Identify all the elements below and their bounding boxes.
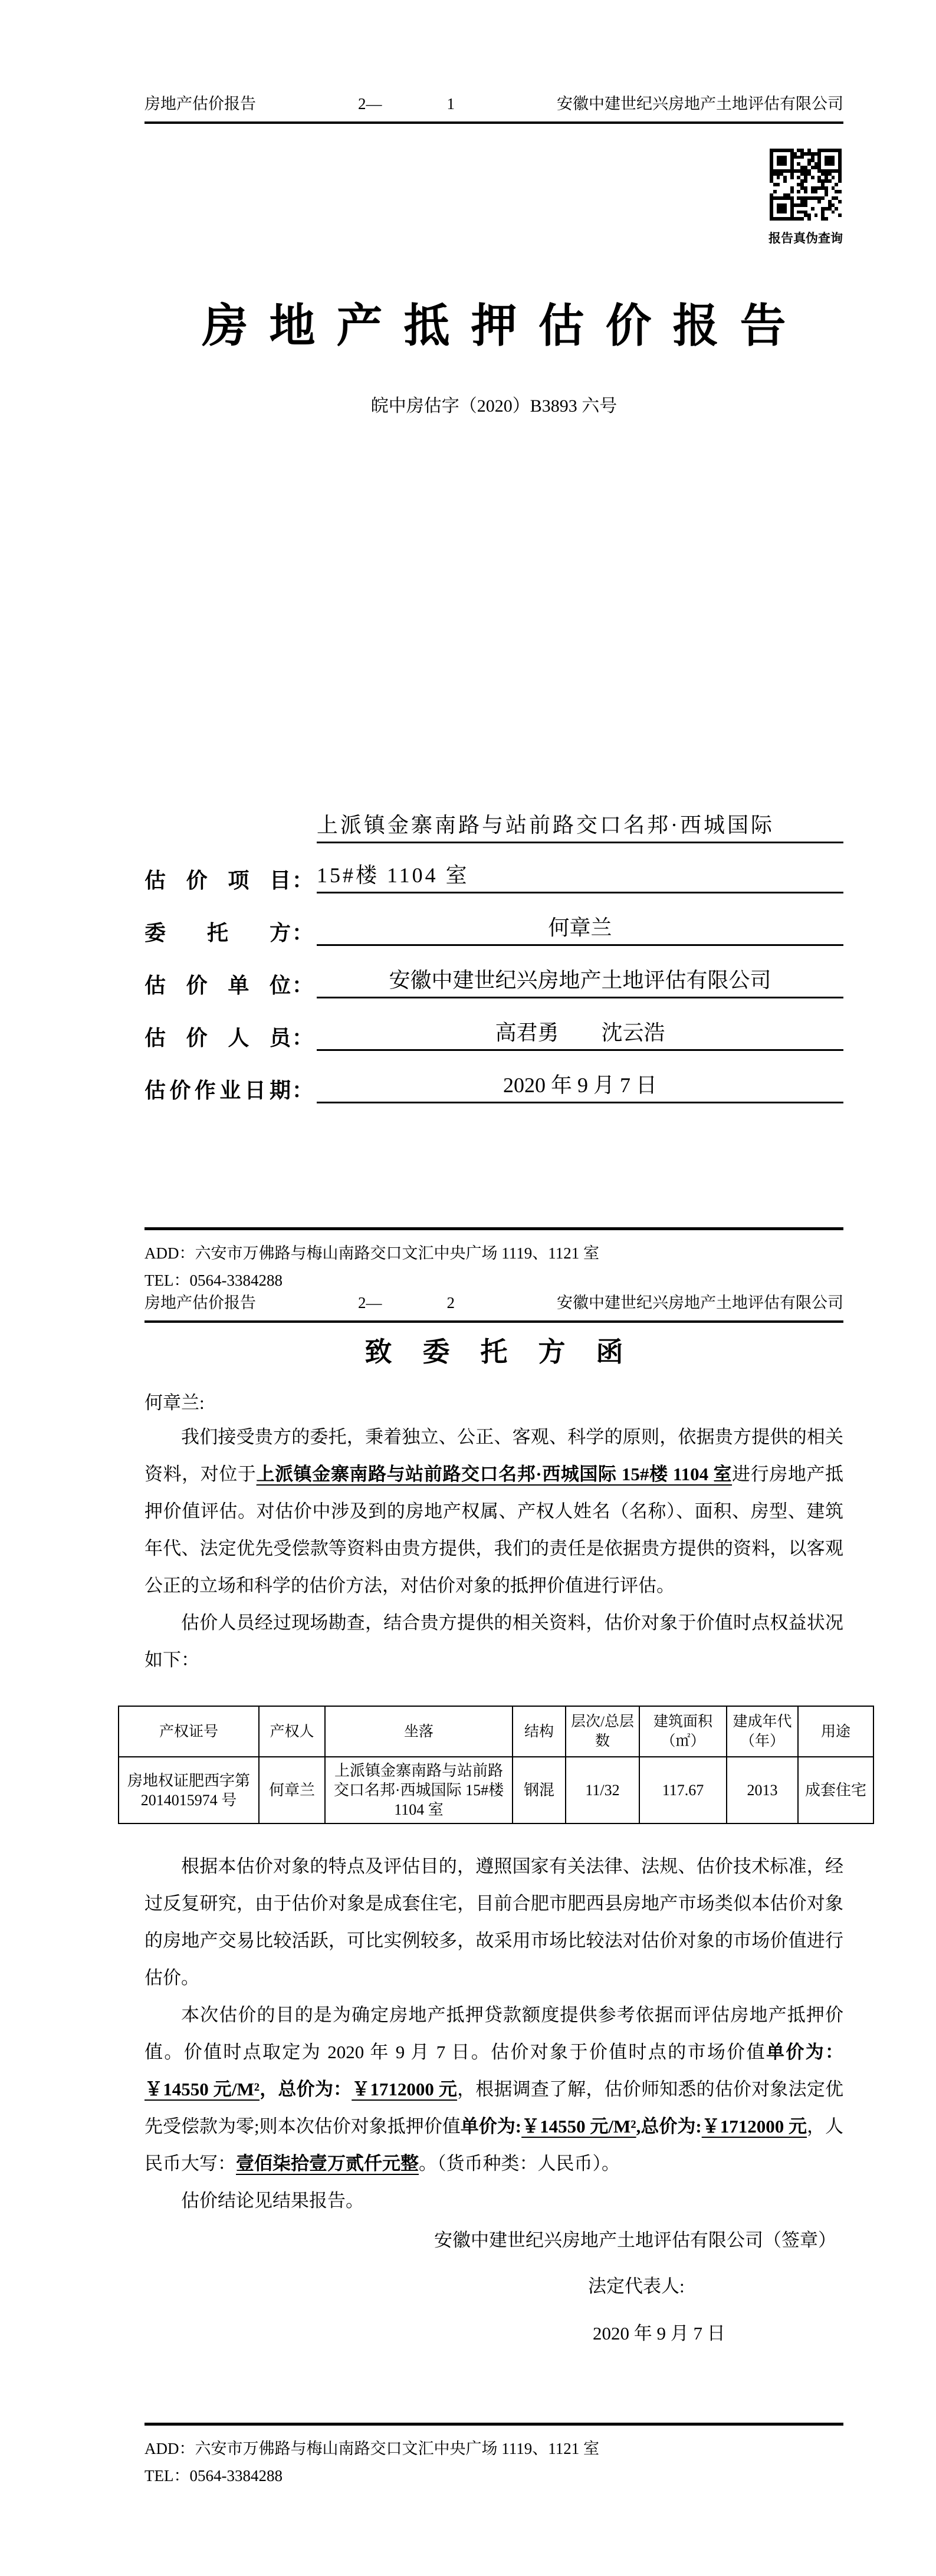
letter-salutation: 何章兰: (144, 1392, 205, 1413)
field-client-value: 何章兰 (317, 915, 843, 946)
property-table (118, 1706, 874, 1824)
property-table-header-cell: 产权证号 (119, 1706, 259, 1757)
property-table-cell: 钢混 (513, 1757, 566, 1823)
report-doc-number: 皖中房估字（2020）B3893 六号 (370, 396, 618, 416)
text-segment: 单价为： (766, 2042, 844, 2062)
property-table-cell: 何章兰 (259, 1757, 325, 1823)
text-segment: 我们接受贵方的委托，秉着独立、公正、客观、科学的原则，依据贵方提供的相关资料，对位于 (144, 1427, 843, 1484)
signature-date: 2020 年 9 月 7 日 (593, 2323, 725, 2344)
page2-letter (127, 1292, 866, 2347)
header-doc-type: 房地产估价报告 (144, 95, 256, 113)
property-table-header-cell: 结构 (513, 1706, 566, 1757)
letter-paragraph-4 (144, 1996, 843, 2182)
footer-tel: TEL：0564-3384288 (144, 2467, 283, 2485)
letter-paragraph-1 (144, 1418, 843, 1604)
field-agency-label: 估价单位 (144, 974, 291, 997)
text-segment: 估价结论见结果报告。 (181, 2190, 364, 2211)
field-project-value (317, 812, 843, 893)
page1-cover (144, 93, 843, 1103)
letter-paragraph-2 (144, 1604, 843, 1678)
field-colon: ： (292, 869, 314, 892)
property-table-header-cell: 坐落 (325, 1706, 513, 1757)
field-client-label: 委托方 (144, 921, 291, 945)
field-agency-value: 安徽中建世纪兴房地产土地评估有限公司 (317, 967, 843, 998)
field-project-value-line1: 上派镇金寨南路与站前路交口名邦·西城国际 (317, 812, 843, 843)
report-title: 房地产抵押估价报告 (202, 300, 807, 351)
property-table-header-cell: 层次/总层数 (566, 1706, 639, 1757)
property-table-data-row (119, 1757, 873, 1823)
field-date-value: 2020 年 9 月 7 日 (317, 1072, 843, 1103)
header-doc-type: 房地产估价报告 (144, 1294, 256, 1312)
letter-title: 致委托方函 (364, 1337, 654, 1367)
header-page-indicator (256, 1292, 557, 1313)
property-table-cell: 上派镇金寨南路与站前路交口名邦·西城国际 15#楼 1104 室 (325, 1757, 513, 1823)
property-table-cell: 11/32 (566, 1757, 639, 1823)
property-table-header-cell: 建成年代（年） (727, 1706, 798, 1757)
footer-address: ADD：六安市万佛路与梅山南路交口文汇中央广场 1119、1121 室 (144, 2440, 599, 2457)
field-appraisers (144, 1020, 843, 1051)
text-segment: 壹佰柒拾壹万贰仟元整 (236, 2153, 419, 2174)
footer-address: ADD：六安市万佛路与梅山南路交口文汇中央广场 1119、1121 室 (144, 1244, 599, 1262)
header-page-number: 1 (446, 95, 455, 113)
text-segment: ￥1712000 元 (352, 2079, 458, 2099)
text-segment: ，根据调查了解，估价师知悉的估价对象法定优先受偿款为零;则本次估价对象抵押价值 (144, 2079, 844, 2137)
page1-running-header (144, 93, 843, 124)
field-colon: ： (292, 974, 314, 997)
field-client (144, 915, 843, 946)
header-page-number: 2 (446, 1294, 455, 1312)
field-date-label: 估价作业日期 (144, 1079, 291, 1102)
property-table-cell: 房地权证肥西字第2014015974 号 (119, 1757, 259, 1823)
property-table-header-cell: 产权人 (259, 1706, 325, 1757)
page2-footer (144, 2423, 843, 2489)
property-table-cell: 成套住宅 (798, 1757, 873, 1823)
letter-paragraph-5 (144, 2182, 843, 2219)
text-segment: ， (260, 2079, 278, 2099)
qr-module (838, 217, 842, 221)
signature-company: 安徽中建世纪兴房地产土地评估有限公司（签章） (434, 2230, 836, 2250)
field-project (144, 812, 843, 893)
page2-running-header (144, 1292, 843, 1323)
field-colon: ： (292, 921, 314, 945)
letter-paragraph-3 (144, 1848, 843, 1996)
field-agency (144, 967, 843, 998)
property-table-header-cell: 建筑面积（㎡） (639, 1706, 727, 1757)
text-segment: ￥14550 元/M² (521, 2116, 636, 2137)
field-colon: ： (292, 1079, 314, 1102)
text-segment: 总价为: (641, 2116, 702, 2137)
text-segment: , (636, 2116, 641, 2137)
page1-footer (144, 1227, 843, 1294)
field-project-label: 估价项目 (144, 869, 291, 892)
text-segment: 本次估价的目的是为确定房地产抵押贷款额度提供参考依据而评估房地产抵押价值。价值时点取定为 2020 年 9 月 7 日。估价对象于价值时点的市场价值 (144, 2005, 843, 2062)
text-segment: 估价人员经过现场勘查，结合贵方提供的相关资料，估价对象于价值时点权益状况如下： (144, 1612, 843, 1670)
cover-form (144, 812, 843, 1103)
field-project-value-line2: 15#楼 1104 室 (317, 862, 843, 893)
qr-caption: 报告真伪查询 (768, 231, 843, 245)
text-segment: 。（货币种类：人民币）。 (419, 2153, 620, 2174)
header-company-name: 安徽中建世纪兴房地产土地评估有限公司 (557, 95, 843, 113)
signature-legal-representative: 法定代表人: (588, 2276, 685, 2296)
header-page-prefix: 2— (358, 95, 382, 113)
header-company-name: 安徽中建世纪兴房地产土地评估有限公司 (557, 1294, 843, 1312)
text-segment: 上派镇金寨南路与站前路交口名邦·西城国际 15#楼 1104 室 (256, 1464, 733, 1484)
qr-box (768, 149, 843, 247)
field-colon: ： (292, 1026, 314, 1050)
field-date (144, 1072, 843, 1103)
property-table-header-cell: 用途 (798, 1706, 873, 1757)
text-segment: 总价为： (278, 2079, 352, 2099)
text-segment: ￥1712000 元 (701, 2116, 807, 2137)
qr-block (144, 149, 843, 247)
field-appraisers-label: 估价人员 (144, 1026, 291, 1050)
property-table-header-row (119, 1706, 873, 1757)
text-segment: ￥14550 元/M² (144, 2079, 260, 2099)
footer-tel: TEL：0564-3384288 (144, 1271, 283, 1289)
header-page-prefix: 2— (358, 1294, 382, 1312)
property-table-cell: 2013 (727, 1757, 798, 1823)
text-segment: ，人民币大写： (144, 2116, 844, 2174)
header-page-indicator (256, 93, 557, 114)
field-appraisers-value: 高君勇 沈云浩 (317, 1020, 843, 1051)
text-segment: 进行房地产抵押价值评估。对估价中涉及到的房地产权属、产权人姓名（名称）、面积、房型、建筑年代、法定优先受偿款等资料由贵方提供，我们的责任是依据贵方提供的资料，以客观公正的立场和科学的估价方法，对估价对象的抵押价值进行评估。 (144, 1464, 843, 1596)
text-segment: 根据本估价对象的特点及评估目的，遵照国家有关法律、法规、估价技术标准，经过反复研究，由于估价对象是成套住宅，目前合肥市肥西县房地产市场类似本估价对象的房地产交易比较活跃，可比实例较多，故采用市场比较法对估价对象的市场价值进行估价。 (144, 1856, 843, 1988)
qr-code (770, 149, 842, 221)
text-segment: 单价为: (460, 2116, 522, 2137)
property-table-cell: 117.67 (639, 1757, 727, 1823)
